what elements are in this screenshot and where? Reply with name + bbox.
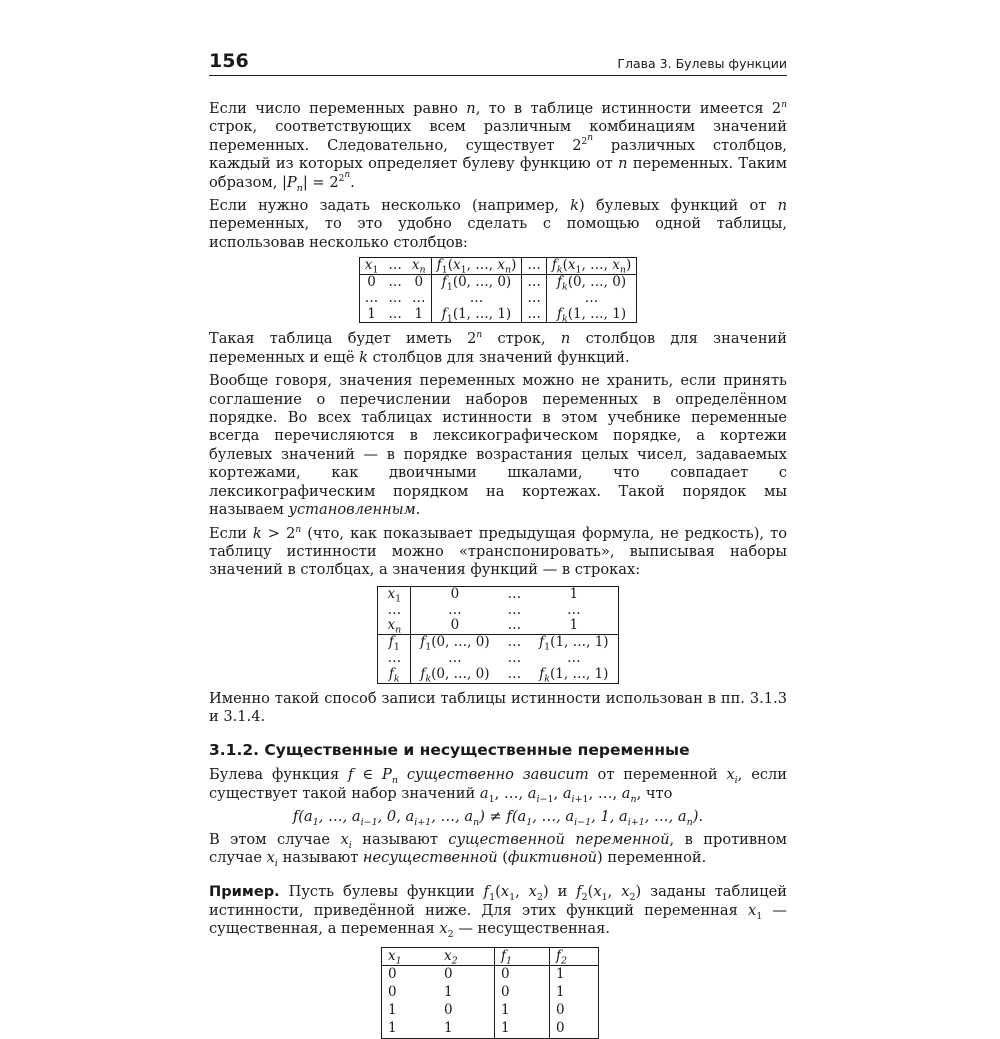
book-page <box>209 50 787 1039</box>
paragraph-several-functions: Если нужно задать несколько (например, k) булевых функций от n переменных, то это удобно сделать с помощью одной таблицы, использовав несколько столбцов: <box>209 197 787 251</box>
table-row: 1 … 1 $f_1(1$, …, 1) … $f_k(1$, …, 1) <box>359 307 637 323</box>
table-row: … … … … <box>387 601 581 618</box>
table-row: … … … … … … <box>359 291 637 307</box>
truth-table-multi-function <box>359 257 638 323</box>
table-row: $f_1$ $f_1(0$, …, 0) … $f_1(1$, …, 1) <box>378 635 618 651</box>
transposed-truth-table <box>377 586 618 684</box>
paragraph-reference: Именно такой способ записи таблицы истинности использован в пп. 3.1.3 и 3.1.4. <box>209 689 787 725</box>
paragraph-definition: Булева функция f ∈ $P_n$ существенно зависит от переменной $x_i$, если существует такой набор значений $a_1$, …, $a_{i-1}$, $a_{i+1}$, …, $a_n$, что <box>209 766 788 805</box>
section-heading: 3.1.2. Существенные и несущественные переменные <box>209 741 690 760</box>
example-truth-table <box>381 947 599 1039</box>
table-row: 1 1 1 0 <box>382 1020 599 1038</box>
table-row: $x_1$ 0 … 1 <box>387 585 579 605</box>
table-header-row: $x_1$ $x_2$ $f_1$ $f_2$ <box>382 947 599 966</box>
table-row: $f_k$ $f_k(0$, …, 0) … $f_k(1$, …, 1) <box>388 665 609 685</box>
chapter-title: Глава 3. Булевы функции <box>617 56 787 71</box>
table-row: 0 0 0 1 <box>382 966 599 984</box>
paragraph-example: Пример. Пусть булевы функции $f_1(x_1$, $x_2$) и $f_2(x_1$, $x_2$) заданы таблицей истинности, приведённой ниже. Для этих функций переменная $x_1$ — существенная, а переменная $x_2$ — несущественная. <box>209 883 788 941</box>
running-head <box>209 50 787 76</box>
page-number: 156 <box>209 50 249 72</box>
paragraph-transpose: Если $k > 2^n$ (что, как показывает предыдущая формула, не редкость), то таблицу истинности можно «транспонировать», выписывая наборы значений в столбцах, а значения функций — в строках: <box>209 524 787 579</box>
table-row: 1 0 1 0 <box>382 1002 599 1020</box>
table-row: 0 … 0 $f_1(0$, …, 0) … $f_k(0$, …, 0) <box>359 275 637 291</box>
example-label: Пример. <box>209 883 280 901</box>
paragraph-table-size: Такая таблица будет иметь 2$^n$ строк, n столбцов для значений переменных и ещё k столбцов для значений функций. <box>209 330 788 366</box>
paragraph-truth-table-rows: Если число переменных равно n, то в таблице истинности имеется 2$^n$ строк, соответствующих всем различным комбинациям значений переменных. Следовательно, существует $2^{2^n}$ различных столбцов, каждый из которых определяет булеву функцию от n переменных. Таким образом, $|P_n| = 2^{2^n}$. <box>209 100 787 194</box>
formula-essential-dependence: $f(a_1$, …, $a_{i-1}$, 0, $a_{i+1}$, …, $a_n) \ne f(a_1$, …, $a_{i-1}$, 1, $a_{i+1}$, …, $a_n$). <box>292 808 704 829</box>
table-row: … … … … <box>387 649 581 666</box>
paragraph-established-order: Вообще говоря, значения переменных можно не хранить, если принять соглашение о перечислении наборов переменных в определённом порядке. Во всех таблицах истинности в этом учебнике переменные всегда перечисляются в лексикографическом порядке, а кортежи булевых значений — в порядке возрастания целых чисел, задаваемых кортежами, как двоичными шкалами, что совпадает с лексикографическим порядком на кортежах. Такой порядок мы называем установленным. <box>209 372 787 519</box>
paragraph-essential-variable: В этом случае $x_i$ называют существенной переменной, в противном случае $x_i$ называют несущественной (фиктивной) переменной. <box>209 830 787 869</box>
table-row: $x_n$ 0 … 1 <box>387 617 579 636</box>
table-row: $x_1$ … $x_n$ $f_1(x_1$, …, $x_n$) … $f_k(x_1$, …, $x_n$) <box>359 258 637 275</box>
table-row: 0 1 0 1 <box>382 984 599 1002</box>
